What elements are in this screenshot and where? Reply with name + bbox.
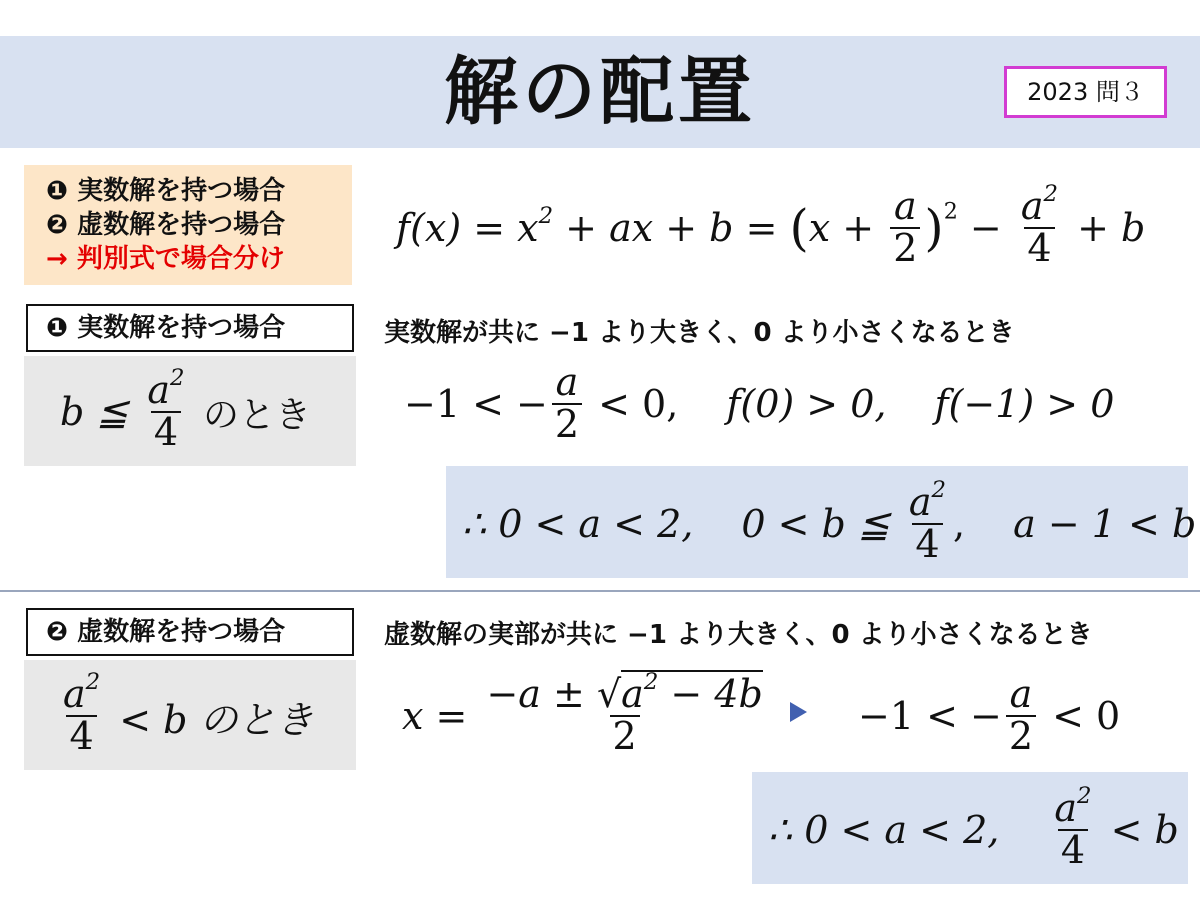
formula-paren-close: )$^2$ (924, 198, 958, 257)
case2-result-tail: < b (1098, 808, 1179, 852)
case2-header: ❷ 虚数解を持つ場合 (26, 608, 354, 656)
formula-mid: + ax + b = (553, 206, 790, 250)
case1-description: 実数解が共に −1 より大きく、0 より小さくなるとき (384, 318, 1015, 348)
case2-solution (402, 664, 770, 768)
outline-box (24, 165, 352, 285)
arrow-right-icon (790, 702, 807, 722)
case2-cond-tail: < b のとき (107, 697, 314, 742)
case1-ineq-f0: f(0) > 0, (726, 382, 887, 426)
page-title: 解の配置 (444, 49, 756, 135)
case2-description: 虚数解の実部が共に −1 より大きく、0 より小さくなるとき (384, 620, 1093, 650)
case1-result-b: 0 < b ≦ (741, 502, 902, 546)
outline-item-real: ❶ 実数解を持つ場合 (46, 176, 286, 206)
case1-header: ❶ 実数解を持つ場合 (26, 304, 354, 352)
problem-badge: 2023 問３ (1004, 66, 1167, 118)
formula-minus: − (957, 206, 1014, 250)
case1-ineq-fm1: f(−1) > 0 (934, 382, 1115, 426)
formula-frac-a2-4: $\frac{a^2}{4}$ (1020, 180, 1058, 270)
case1-condition (60, 362, 311, 462)
outline-item-discriminant: → 判別式で場合分け (46, 244, 285, 274)
case2-ineq-end: < 0 (1040, 694, 1121, 738)
main-formula (396, 176, 1145, 280)
formula-x-plus: x + (808, 206, 887, 250)
case1-result-c: a − 1 < b (1013, 502, 1197, 546)
case2-sol-frac: $\frac{-a \pm √a^2 - 4b}{2}$ (486, 668, 763, 758)
case1-result (462, 474, 1196, 574)
outline-item-imaginary: ❷ 虚数解を持つ場合 (46, 210, 286, 240)
case1-ineq-start: −1 < − (404, 382, 548, 426)
case2-result (768, 780, 1179, 880)
case2-ineq-frac: $\frac{a}{2}$ (1006, 675, 1036, 757)
formula-frac-a-2: $\frac{a}{2}$ (890, 187, 920, 269)
case2-inequality (858, 664, 1120, 768)
case1-cond-frac: $\frac{a^2}{4}$ (147, 364, 185, 454)
case2-result-a: ∴ 0 < a < 2, (768, 808, 1000, 852)
formula-lhs: $f(x) = x^2$ (396, 202, 554, 250)
case1-ineq-frac: $\frac{a}{2}$ (552, 363, 582, 445)
case1-cond-b: b ≦ (60, 390, 141, 434)
case1-result-comma: , (953, 502, 966, 546)
formula-plus-b: + b (1065, 206, 1146, 250)
case1-result-a: ∴ 0 < a < 2, (462, 502, 694, 546)
case1-inequalities (404, 352, 1114, 456)
case2-result-frac: $\frac{a^2}{4}$ (1054, 782, 1092, 872)
case2-condition (56, 666, 314, 766)
case2-cond-frac: $\frac{a^2}{4}$ (63, 668, 101, 758)
case2-sol-lhs: x = (402, 694, 480, 738)
case1-cond-tail: のとき (191, 394, 311, 436)
case1-ineq-end: < 0, (586, 382, 679, 426)
case1-result-frac: $\frac{a^2}{4}$ (908, 476, 947, 566)
section-divider (0, 590, 1200, 592)
case2-ineq-start: −1 < − (858, 694, 1002, 738)
formula-paren-open: ( (789, 199, 809, 257)
